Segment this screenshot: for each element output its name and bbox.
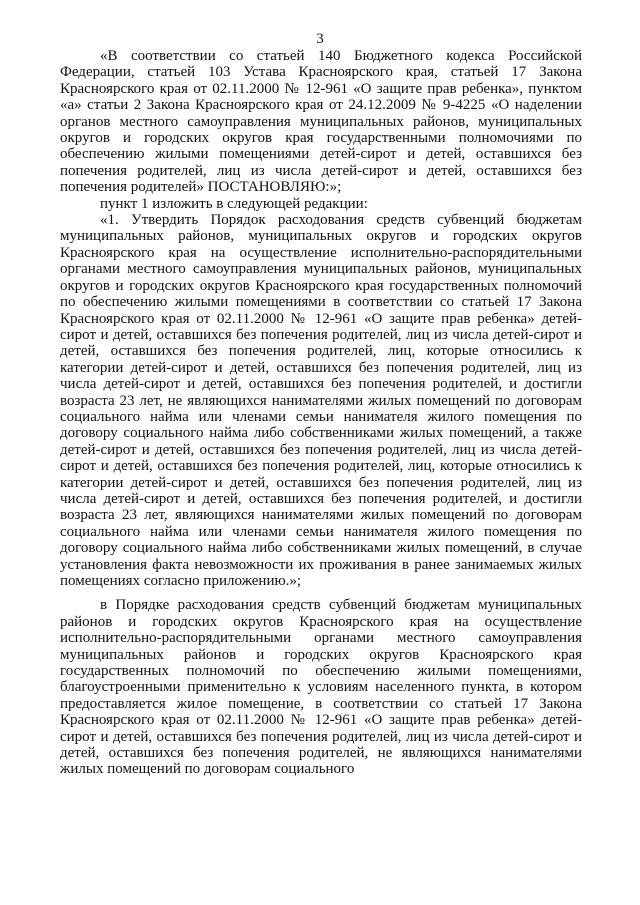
paragraph-procedure: в Порядке расходования средств субвенций бюджетам муниципальных районов и городских округов Красноярского края на осуществление исполнительно-распорядительными органами местного самоуправления муниципальных районов и городских округов Красноярского края государственных полномочий по обеспечению жилыми помещениями, благоустроенными применительно к условиям населенного пункта, в котором предоставляется жилое помещение, в соответствии со статьей 17 Закона Красноярского края от 02.11.2000 № 12-961 «О защите прав ребенка» детей-сирот и детей, оставшихся без попечения родителей, лиц из числа детей-сирот и детей, оставшихся без попечения родителей, не являющихся нанимателями жилых помещений по договорам социального [60,597,582,778]
paragraph-point-1: «1. Утвердить Порядок расходования средств субвенций бюджетам муниципальных районов, муниципальных округов и городских округов Красноярского края на осуществление исполнительно-распорядительными органами местного самоуправления муниципальных районов, муниципальных округов и городских округов Красноярского края государственных полномочий по обеспечению жилыми помещениями в соответствии со статьей 17 Закона Красноярского края от 02.11.2000 № 12-961 «О защите прав ребенка» детей-сирот и детей, оставшихся без попечения родителей, лиц из числа детей-сирот и детей, оставшихся без попечения родителей, лиц, которые относились к категории детей-сирот и детей, оставшихся без попечения родителей, лиц из числа детей-сирот и детей, оставшихся без попечения родителей, и достигли возраста 23 лет, не являющихся нанимателями жилых помещений по договорам социального найма или членами семьи нанимателя жилого помещения по договору социального найма либо собственниками жилых помещений, а также детей-сирот и детей, оставшихся без попечения родителей, лиц из числа детей-сирот и детей, оставшихся без попечения родителей, лиц, которые относились к категории детей-сирот и детей, оставшихся без попечения родителей, лиц из числа детей-сирот и детей, оставшихся без попечения родителей, и достигли возраста 23 лет, являющихся нанимателями жилых помещений по договорам социального найма или членами семьи нанимателя жилого помещения по договору социального найма либо собственниками жилых помещений, в случае установления факта невозможности их проживания в ранее занимаемых жилых помещениях согласно приложению.»; [60,212,582,589]
page-number: 3 [316,31,324,47]
paragraph-preamble: «В соответствии со статьей 140 Бюджетного кодекса Российской Федерации, статьей 103 Устава Красноярского края, статьей 17 Закона Красноярского края от 02.11.2000 № 12-961 «О защите прав ребенка», пунктом «а» статьи 2 Закона Красноярского края от 24.12.2009 № 9-4225 «О наделении органов местного самоуправления муниципальных районов, муниципальных округов и городских округов края государственными полномочиями по обеспечению жилыми помещениями детей-сирот и детей, оставшихся без попечения родителей, лиц из числа детей-сирот и детей, оставшихся без попечения родителей» ПОСТАНОВЛЯЮ:»; [60,48,582,196]
paragraph-amendment-intro: пункт 1 изложить в следующей редакции: [100,195,368,212]
document-body [60,48,582,778]
